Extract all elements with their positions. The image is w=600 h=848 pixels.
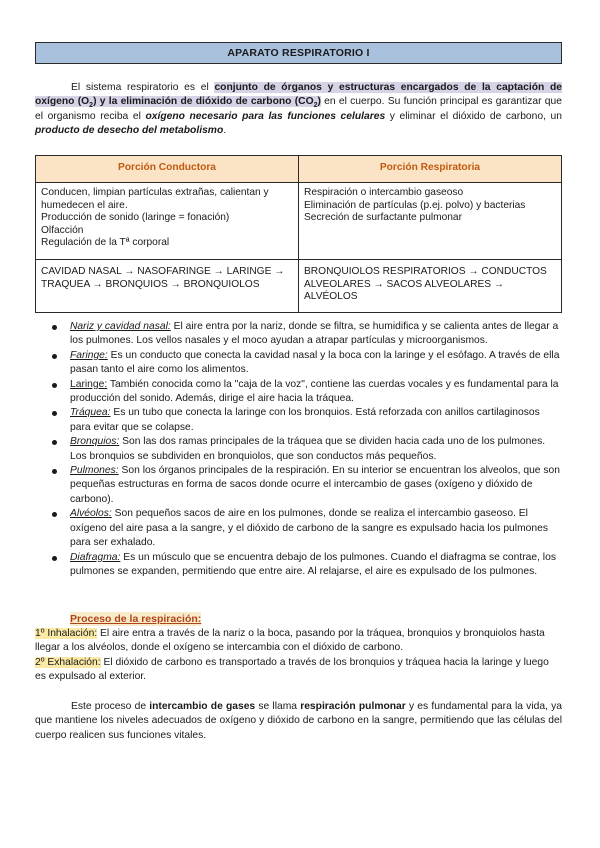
term-description: Son pequeños sacos de aire en los pulmones, donde se realiza el intercambio gaseoso. El oxígeno del aire pasa a la sangre, y el dióxido de carbono de la sangre es expulsado hacia los pulmones para ser exhalado.: [70, 508, 548, 549]
term-label: Alvéolos: [70, 508, 109, 520]
term-label: Laringe: [70, 378, 105, 390]
process-title: Proceso de la respiración:: [70, 613, 202, 625]
term-description: Es un músculo que se encuentra debajo de los pulmones. Cuando el diafragma se contrae, los pulmones se expanden, permitiendo que entre aire. Al relajarse, el aire es expulsado de los pulmones.: [70, 551, 556, 577]
function-item: Regulación de la Tª corporal: [41, 237, 170, 249]
list-item: Tráquea: Es un tubo que conecta la laringe con los bronquios. Está reforzada con anillos cartilaginosos para evitar que se colapse.: [52, 406, 562, 435]
term-description: Es un conducto que conecta la cavidad nasal y la boca con la laringe y el esófago. A través de ella pasan tanto el aire como los alimentos.: [70, 349, 560, 376]
term-label: Diafragma: [70, 551, 118, 563]
term-label: Nariz y cavidad nasal: [70, 321, 168, 332]
term-label: Tráquea: [70, 407, 108, 419]
list-item: Laringe: También conocida como la "caja de la voz", contiene las cuerdas vocales y es fundamental para la producción del sonido. Además, dirige el aire hacia la tráquea.: [52, 378, 562, 407]
process-steps: [35, 627, 562, 685]
portions-table: [35, 155, 562, 313]
function-item: Producción de sonido (laringe = fonación): [41, 212, 230, 224]
intro-emphasis: producto de desecho del metabolismo: [35, 125, 224, 137]
step-1-label: 1º Inhalación:: [35, 628, 98, 639]
path-respiratoria-cell: BRONQUIOLOS RESPIRATORIOS → CONDUCTOS ALVEOLARES → SACOS ALVEOLARES → ALVÉOLOS: [299, 260, 562, 313]
path-conductora-cell: CAVIDAD NASAL → NASOFARINGE → LARINGE → TRAQUEA → BRONQUIOS → BRONQUIOLOS: [36, 260, 299, 313]
term-label: Bronquios: [70, 436, 117, 448]
intro-text: El sistema respiratorio es el: [71, 82, 215, 93]
term-description: Es un tubo que conecta la laringe con los bronquios. Está reforzada con anillos cartilaginosos para evitar que se colapse.: [70, 407, 540, 433]
term-label: Faringe: [70, 349, 105, 361]
header-respiratoria: Porción Respiratoria: [299, 156, 562, 183]
list-item: Nariz y cavidad nasal: El aire entra por la nariz, donde se filtra, se humidifica y se calienta antes de llegar a los pulmones. Los vellos nasales y el moco ayudan a atrapar partículas y microorganismos.: [52, 320, 562, 349]
intro-highlight: conjunto de órganos y estructuras encargados de la captación de oxígeno $(O_2)$ y la eliminación de dióxido de carbono $(CO_2)$: [35, 82, 562, 110]
step-1-text: El aire entra a través de la nariz o la boca, pasando por la tráquea, bronquios y bronquiolos hasta llegar a los alvéolos, donde el oxígeno se intercambia con el dióxido de carbono.: [35, 628, 545, 654]
header-conductora: Porción Conductora: [36, 156, 299, 183]
closing-emphasis: intercambio de gases: [149, 701, 256, 712]
function-item: Conducen, limpian partículas extrañas, calientan y humedecen el aire.: [41, 187, 269, 211]
term-label: Pulmones: [70, 465, 116, 477]
intro-emphasis: oxígeno necesario para las funciones celulares: [145, 110, 386, 122]
functions-conductora-cell: [36, 183, 299, 260]
term-description: Son las dos ramas principales de la tráquea que se dividen hacia cada uno de los pulmones. Los bronquios se subdividen en bronquiolos, que son conductos más pequeños.: [70, 436, 546, 462]
function-item: Secreción de surfactante pulmonar: [304, 212, 462, 224]
closing-emphasis: respiración pulmonar: [300, 701, 406, 712]
closing-paragraph: Este proceso de intercambio de gases se llama respiración pulmonar y es fundamental para la vida, ya que mantiene los niveles adecuados de oxígeno y dióxido de carbono en la sangre, permitiendo que las células del cuerpo realicen sus funciones vitales.: [35, 701, 562, 741]
function-item: Olfacción: [41, 224, 84, 236]
list-item: Diafragma: Es un músculo que se encuentra debajo de los pulmones. Cuando el diafragma se contrae, los pulmones se expanden, permitiendo que entre aire. Al relajarse, el aire es expulsado de los pulmones.: [52, 551, 562, 580]
list-item: Faringe: Es un conducto que conecta la cavidad nasal y la boca con la laringe y el esófago. A través de ella pasan tanto el aire como los alimentos.: [52, 349, 562, 378]
list-item: Bronquios: Son las dos ramas principales de la tráquea que se dividen hacia cada uno de los pulmones. Los bronquios se subdividen en bronquiolos, que son conductos más pequeños.: [52, 435, 562, 464]
term-description: También conocida como la "caja de la voz", contiene las cuerdas vocales y es fundamental para la producción del sonido. Además, dirige el aire hacia la tráquea.: [70, 378, 559, 405]
intro-paragraph: El sistema respiratorio es el conjunto de órganos y estructuras encargados de la captación de oxígeno $(O_2)$ y la eliminación de dióxido de carbono $(CO_2)$ en el cuerpo. Su función principal es garantizar que el organismo reciba el oxígeno necesario para las funciones celulares y eliminar el dióxido de carbono, un producto de desecho del metabolismo.: [35, 82, 562, 137]
organ-list: [52, 320, 562, 579]
term-description: Son los órganos principales de la respiración. En su interior se encuentran los alveolos, que son pequeñas estructuras en forma de sacos donde ocurre el intercambio de gases (oxígeno y dióxido de carbono).: [70, 465, 560, 505]
function-item: Respiración o intercambio gaseoso: [304, 187, 464, 198]
page-title: APARATO RESPIRATORIO I: [35, 42, 562, 64]
function-item: Eliminación de partículas (p.ej. polvo) y bacterias: [304, 199, 526, 211]
functions-respiratoria-cell: [299, 183, 562, 260]
list-item: Pulmones: Son los órganos principales de la respiración. En su interior se encuentran los alveolos, que son pequeñas estructuras en forma de sacos donde ocurre el intercambio de gases (oxígeno y dióxido de carbono).: [52, 464, 562, 507]
list-item: Alvéolos: Son pequeños sacos de aire en los pulmones, donde se realiza el intercambio gaseoso. El oxígeno del aire pasa a la sangre, y el dióxido de carbono de la sangre es expulsado hacia los pulmones para ser exhalado.: [52, 507, 562, 550]
step-2-label: 2º Exhalación:: [35, 656, 101, 668]
term-description: El aire entra por la nariz, donde se filtra, se humidifica y se calienta antes de llegar a los pulmones. Los vellos nasales y el moco ayudan a atrapar partículas y microorganismos.: [70, 321, 559, 347]
step-2-text: El dióxido de carbono es transportado a través de los bronquios y tráquea hacia la laringe y luego es expulsado al exterior.: [35, 656, 549, 683]
